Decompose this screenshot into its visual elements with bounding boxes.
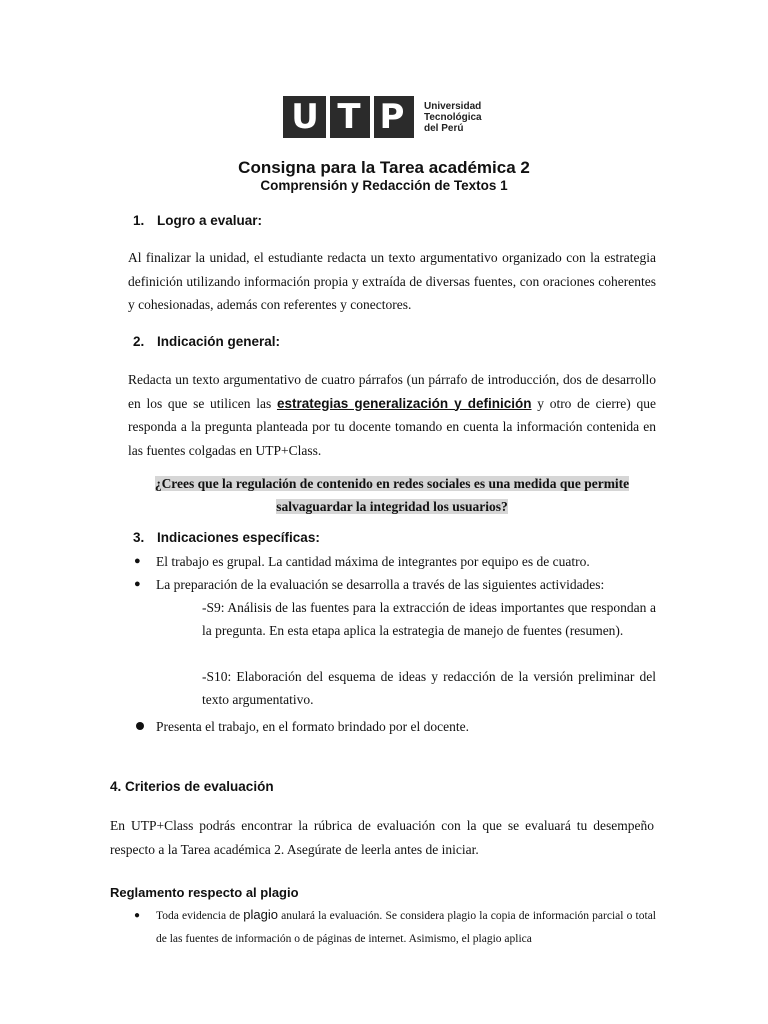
logo-line-3: del Perú <box>424 122 464 134</box>
activity-s9: -S9: Análisis de las fuentes para la extracción de ideas importantes que respondan a la pregunta. En esta etapa aplica la estrategia de manejo de fuentes (resumen). <box>202 600 656 638</box>
logo-wordmark <box>424 101 482 134</box>
utp-logo-mark <box>283 96 414 138</box>
section-2-text-end: y otro de cierre) que responda a la pregunta planteada por tu docente tomando en cuenta la información contenida en las fuentes colgadas en UTP+Class. <box>128 395 656 458</box>
section-2-title: Indicación general: <box>157 334 281 349</box>
plagiarism-keyword: plagio <box>243 907 278 922</box>
list-item: Presenta el trabajo, en el formato brindado por el docente. <box>156 719 470 734</box>
section-3-title: Indicaciones específicas: <box>157 530 320 545</box>
plagiarism-text-start: Toda evidencia de <box>156 910 244 922</box>
section-1-number: 1. <box>133 213 145 228</box>
utp-logo <box>283 96 482 138</box>
bullet-icon: ● <box>134 578 141 590</box>
section-2-text <box>128 368 656 462</box>
guiding-question-text: ¿Crees que la regulación de contenido en redes sociales es una medida que permite salvaguardar la integridad los usuarios? <box>154 476 630 514</box>
logo-line-2: Tecnológica <box>424 111 482 123</box>
guiding-question <box>128 472 656 518</box>
logo-letter-p: P <box>379 97 405 137</box>
logo-letter-u: U <box>291 97 319 137</box>
section-2-number: 2. <box>133 334 145 349</box>
list-item: El trabajo es grupal. La cantidad máxima de integrantes por equipo es de cuatro. <box>156 554 590 569</box>
logo-line-1: Universidad <box>424 100 482 112</box>
plagiarism-text <box>156 904 656 950</box>
strategies-highlight: estrategias generalización y definición <box>276 395 532 411</box>
bullet-icon: ● <box>134 555 141 567</box>
section-3-number: 3. <box>133 530 145 545</box>
page-subtitle: Comprensión y Redacción de Textos 1 <box>260 178 508 193</box>
section-1-title: Logro a evaluar: <box>157 213 263 228</box>
section-4-heading: 4. Criterios de evaluación <box>110 779 274 794</box>
list-item: La preparación de la evaluación se desarrolla a través de las siguientes actividades: <box>156 577 605 592</box>
activity-s10: -S10: Elaboración del esquema de ideas y redacción de la versión preliminar del texto argumentativo. <box>202 669 656 707</box>
section-3-heading <box>133 530 320 546</box>
section-1-text: Al finalizar la unidad, el estudiante redacta un texto argumentativo organizado con la estrategia definición utilizando información propia y extraída de diversas fuentes, con oraciones coherentes y cohesionadas, además con referentes y conectores. <box>128 250 656 312</box>
logo-letter-t: T <box>337 97 361 137</box>
plagiarism-heading: Reglamento respecto al plagio <box>110 885 299 900</box>
bullet-icon: ● <box>134 910 141 921</box>
section-2-text-start: Redacta un texto argumentativo de cuatro párrafos (un párrafo de introducción, dos de desarrollo en los que se utilicen las <box>128 372 656 411</box>
section-1-heading <box>133 213 262 229</box>
bullet-icon <box>136 722 144 730</box>
page-title: Consigna para la Tarea académica 2 <box>238 158 530 177</box>
section-4-text: En UTP+Class podrás encontrar la rúbrica de evaluación con la que se evaluará tu desempeño respecto a la Tarea académica 2. Asegúrate de leerla antes de iniciar. <box>110 818 654 857</box>
plagiarism-text-end: anulará la evaluación. Se considera plagio la copia de información parcial o total de las fuentes de información o de páginas de internet. Asimismo, el plagio aplica <box>156 910 656 945</box>
section-2-heading <box>133 334 280 350</box>
